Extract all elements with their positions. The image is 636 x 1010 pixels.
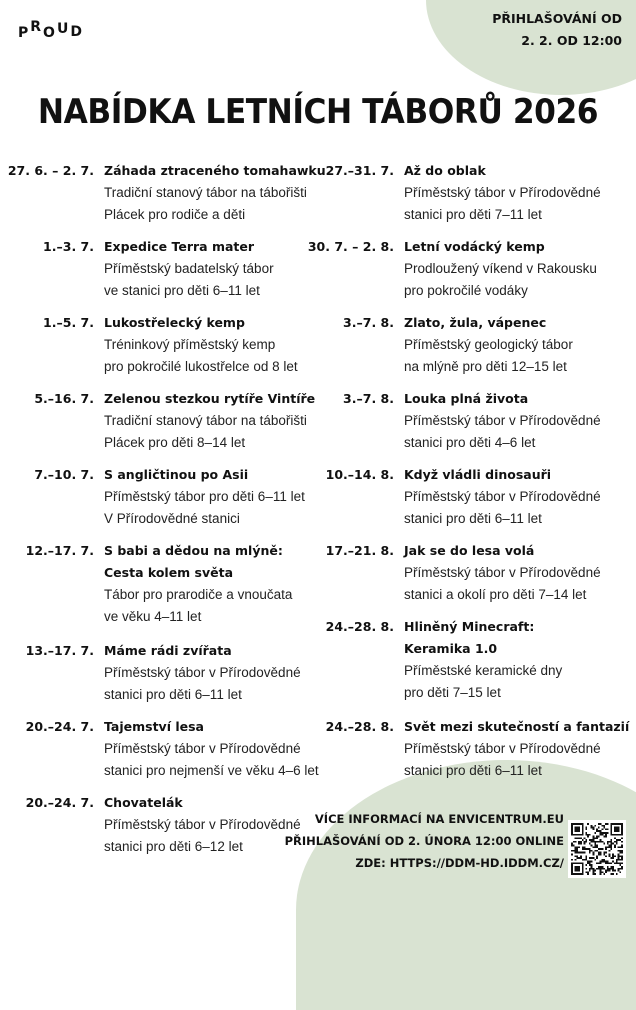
proud-logo xyxy=(18,19,84,41)
camp-date: 1.–3. 7. xyxy=(43,239,94,254)
logo-letter: P xyxy=(18,25,31,41)
camp-description: stanici pro nejmenší ve věku 4–6 let xyxy=(104,763,319,778)
camp-description: ve stanici pro děti 6–11 let xyxy=(104,283,260,298)
camp-description: Příměstský tábor v Přírodovědné xyxy=(404,489,601,504)
camp-description: pro pokročilé lukostřelce od 8 let xyxy=(104,359,298,374)
camp-name: S angličtinou po Asii xyxy=(104,467,249,482)
camp-date: 7.–10. 7. xyxy=(34,467,94,482)
camp-entry xyxy=(34,464,305,530)
camp-description: stanici pro děti 7–11 let xyxy=(404,207,542,222)
camp-name: Jak se do lesa volá xyxy=(404,543,535,558)
camp-description: Příměstský geologický tábor xyxy=(404,337,573,352)
camp-description: Příměstský tábor v Přírodovědné xyxy=(404,413,601,428)
camp-description: ve věku 4–11 let xyxy=(104,609,202,624)
camp-description: stanici pro děti 6–12 let xyxy=(104,839,243,854)
camp-name: Cesta kolem světa xyxy=(104,565,234,580)
camp-date: 13.–17. 7. xyxy=(25,643,94,658)
camp-name: Expedice Terra mater xyxy=(104,239,255,254)
camp-description: Příměstský tábor v Přírodovědné xyxy=(404,185,601,200)
camp-entry xyxy=(43,312,298,378)
footer-line-2: PŘIHLAŠOVÁNÍ OD 2. ÚNORA 12:00 ONLINE xyxy=(284,834,564,848)
camp-description: Příměstský tábor pro děti 6–11 let xyxy=(104,489,305,504)
decorative-blob-bottom xyxy=(296,760,636,1010)
camp-date: 12.–17. 7. xyxy=(25,543,94,558)
camp-entry xyxy=(325,616,563,704)
camp-date: 17.–21. 8. xyxy=(325,543,394,558)
camp-description: stanici a okolí pro děti 7–14 let xyxy=(404,587,587,602)
camp-description: stanici pro děti 4–6 let xyxy=(404,435,536,450)
camp-description: Příměstský tábor v Přírodovědné xyxy=(104,817,301,832)
camp-entry xyxy=(325,464,601,530)
camp-description: stanici pro děti 6–11 let xyxy=(404,763,542,778)
camp-name: Zlato, žula, vápenec xyxy=(404,315,547,330)
camp-name: Svět mezi skutečností a fantazií xyxy=(404,719,630,734)
registration-line-2: 2. 2. OD 12:00 xyxy=(521,33,622,48)
camp-description: Tradiční stanový tábor na tábořišti xyxy=(104,185,307,200)
camp-description: pro děti 7–15 let xyxy=(404,685,501,700)
page-title: NABÍDKA LETNÍCH TÁBORŮ 2026 xyxy=(37,92,599,132)
camp-name: Letní vodácký kemp xyxy=(404,239,545,254)
camp-entry xyxy=(343,388,601,454)
camp-name: Louka plná života xyxy=(404,391,529,406)
camp-description: pro pokročilé vodáky xyxy=(404,283,528,298)
camp-name: S babi a dědou na mlýně: xyxy=(104,543,283,558)
camp-description: na mlýně pro děti 12–15 let xyxy=(404,359,567,374)
camp-entry xyxy=(25,792,301,858)
camp-entry xyxy=(307,236,597,302)
camp-description: Příměstský badatelský tábor xyxy=(104,261,274,276)
camp-description: stanici pro děti 6–11 let xyxy=(404,511,542,526)
camp-name: Když vládli dinosauři xyxy=(404,467,552,482)
camp-description: V Přírodovědné stanici xyxy=(104,511,240,526)
logo-letter: O xyxy=(43,25,57,41)
camp-date: 5.–16. 7. xyxy=(34,391,94,406)
camp-description: Tréninkový příměstský kemp xyxy=(104,337,276,352)
camp-date: 10.–14. 8. xyxy=(325,467,394,482)
camp-date: 30. 7. – 2. 8. xyxy=(307,239,394,254)
camp-description: stanici pro děti 6–11 let xyxy=(104,687,242,702)
camp-name: Lukostřelecký kemp xyxy=(104,315,245,330)
camp-description: Příměstský tábor v Přírodovědné xyxy=(104,741,301,756)
camp-name: Zelenou stezkou rytíře Vintíře xyxy=(104,391,316,406)
camp-date: 24.–28. 8. xyxy=(325,619,394,634)
camp-description: Tábor pro prarodiče a vnoučata xyxy=(104,587,293,602)
footer-line-1: VÍCE INFORMACÍ NA ENVICENTRUM.EU xyxy=(314,812,564,826)
footer-line-3: ZDE: HTTPS://DDM-HD.IDDM.CZ/ xyxy=(355,856,564,870)
registration-notice xyxy=(492,8,622,52)
logo-letter: U xyxy=(56,21,71,37)
camp-entry xyxy=(325,160,601,226)
camp-date: 1.–5. 7. xyxy=(43,315,94,330)
logo-letter: R xyxy=(30,19,44,35)
qr-code-icon xyxy=(568,820,626,878)
camp-description: Tradiční stanový tábor na tábořišti xyxy=(104,413,307,428)
camp-name: Hliněný Minecraft: xyxy=(404,619,535,634)
camp-description: Příměstský tábor v Přírodovědné xyxy=(404,741,601,756)
camp-entry xyxy=(7,160,326,226)
camp-date: 27.–31. 7. xyxy=(325,163,394,178)
camp-name: Chovatelák xyxy=(104,795,183,810)
camp-name: Záhada ztraceného tomahawku xyxy=(104,163,326,178)
camp-description: Plácek pro děti 8–14 let xyxy=(104,435,246,450)
camp-entry xyxy=(325,716,630,782)
camp-entry xyxy=(25,640,301,706)
camp-date: 27. 6. – 2. 7. xyxy=(7,163,94,178)
camp-name: Máme rádi zvířata xyxy=(104,643,232,658)
camp-name: Až do oblak xyxy=(404,163,486,178)
camp-description: Příměstské keramické dny xyxy=(404,663,563,678)
camp-entry xyxy=(343,312,573,378)
camp-name: Tajemství lesa xyxy=(104,719,204,734)
logo-letter: D xyxy=(70,24,84,40)
camp-description: Plácek pro rodiče a děti xyxy=(104,207,246,222)
camp-date: 3.–7. 8. xyxy=(343,315,394,330)
camp-name: Keramika 1.0 xyxy=(404,641,498,656)
camp-date: 20.–24. 7. xyxy=(25,795,94,810)
camp-date: 24.–28. 8. xyxy=(325,719,394,734)
camp-description: Prodloužený víkend v Rakousku xyxy=(404,261,597,276)
camp-date: 3.–7. 8. xyxy=(343,391,394,406)
camp-date: 20.–24. 7. xyxy=(25,719,94,734)
camp-entry xyxy=(43,236,274,302)
registration-line-1: PŘIHLAŠOVÁNÍ OD xyxy=(492,11,622,26)
camp-description: Příměstský tábor v Přírodovědné xyxy=(404,565,601,580)
camp-entry xyxy=(25,716,319,782)
camp-entry xyxy=(25,540,293,628)
camp-entry xyxy=(34,388,316,454)
camp-description: Příměstský tábor v Přírodovědné xyxy=(104,665,301,680)
camp-entry xyxy=(325,540,601,606)
footer-info xyxy=(285,808,564,874)
